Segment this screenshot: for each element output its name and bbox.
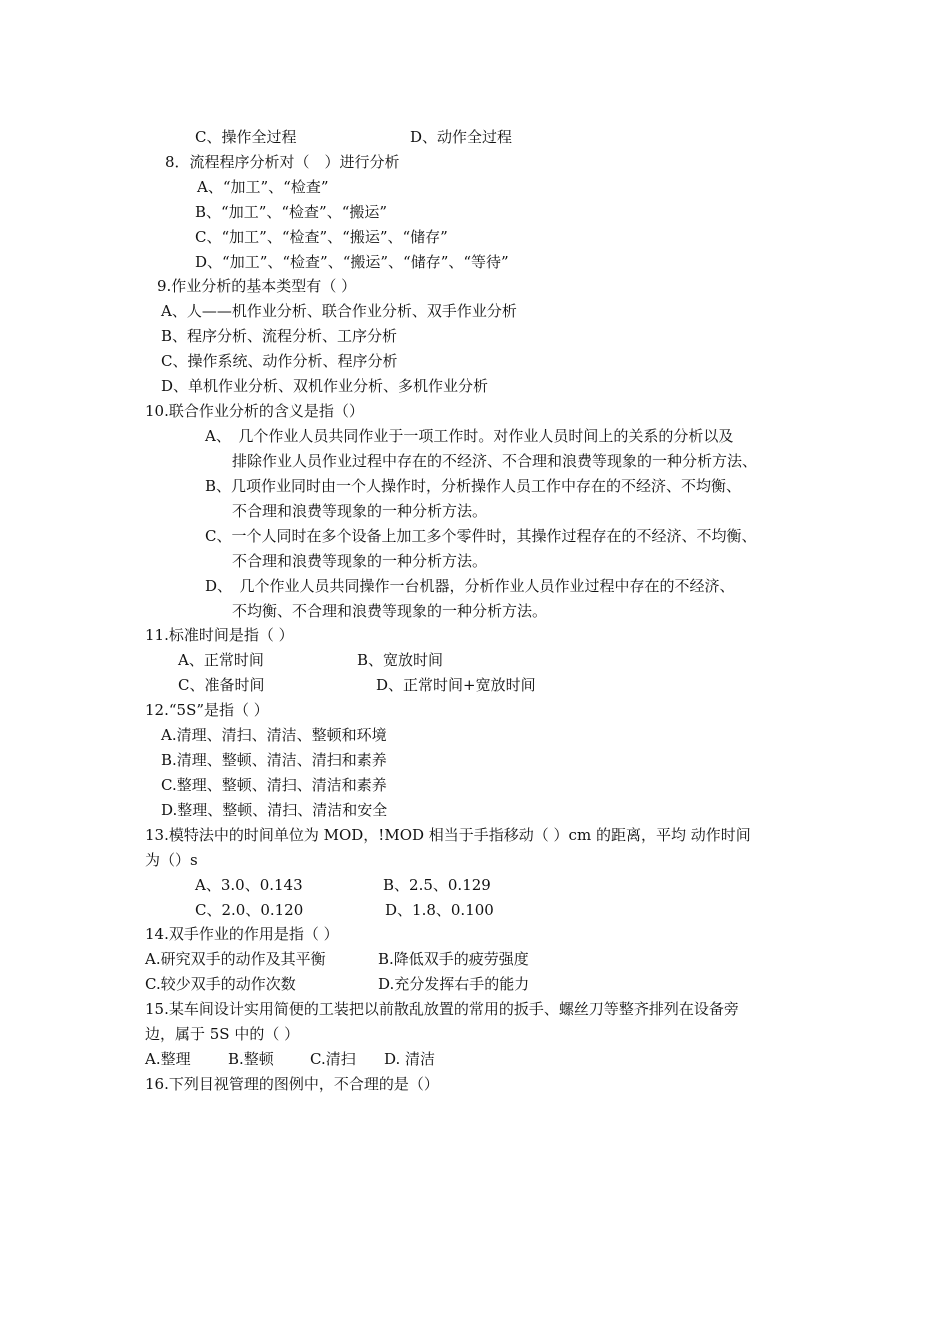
text-line: 不合理和浪费等现象的一种分析方法。 — [232, 552, 488, 570]
text-line: C、操作全过程 — [195, 128, 297, 146]
text-line: 11.标准时间是指（ ） — [145, 626, 294, 644]
text-line: C.整理、整顿、清扫、清洁和素养 — [161, 776, 387, 794]
text-line: 15.某车间设计实用简便的工装把以前散乱放置的常用的扳手、螺丝刀等整齐排列在设备旁 — [145, 1000, 739, 1018]
text-line: 13.模特法中的时间单位为 MOD，!MOD 相当于手指移动（ ）cm 的距离，平均 动作时间 — [145, 826, 751, 844]
text-line: A.清理、清扫、清洁、整顿和环境 — [161, 726, 387, 744]
text-line: D.充分发挥右手的能力 — [378, 975, 530, 993]
text-line: D、“加工”、“检查”、“搬运”、“储存”、“等待” — [195, 253, 509, 271]
text-line: 不均衡、不合理和浪费等现象的一种分析方法。 — [232, 602, 548, 620]
text-line: D、单机作业分析、双机作业分析、多机作业分析 — [161, 377, 489, 395]
text-line: 边，属于 5S 中的（ ） — [145, 1025, 300, 1043]
text-line: A、3.0、0.143 — [195, 876, 303, 894]
text-line: 不合理和浪费等现象的一种分析方法。 — [232, 502, 488, 520]
text-line: 8．流程程序分析对（ ）进行分析 — [165, 153, 400, 171]
text-line: A、“加工”、“检查” — [197, 178, 329, 196]
text-line: D、 几个作业人员共同操作一台机器，分析作业人员作业过程中存在的不经济、 — [205, 577, 735, 595]
text-line: C.较少双手的动作次数 — [145, 975, 296, 993]
text-line: B、2.5、0.129 — [383, 876, 491, 894]
text-line: 10.联合作业分析的含义是指（） — [145, 402, 364, 420]
text-line: A.整理 — [145, 1050, 191, 1068]
text-line: C、2.0、0.120 — [195, 901, 304, 919]
text-line: B、几项作业同时由一个人操作时，分析操作人员工作中存在的不经济、不均衡、 — [205, 477, 742, 495]
text-line: C、准备时间 — [178, 676, 265, 694]
text-line: A、正常时间 — [178, 651, 264, 669]
text-line: A.研究双手的动作及其平衡 — [145, 950, 326, 968]
text-line: D、正常时间+宽放时间 — [376, 676, 536, 694]
text-line: 9.作业分析的基本类型有（ ） — [157, 277, 357, 295]
text-line: B、宽放时间 — [357, 651, 444, 669]
text-line: 14.双手作业的作用是指（ ） — [145, 925, 339, 943]
text-line: D.整理、整顿、清扫、清洁和安全 — [161, 801, 388, 819]
text-line: 12.“5S”是指（ ） — [145, 701, 269, 719]
text-line: D. 清洁 — [384, 1050, 436, 1068]
text-line: B.清理、整顿、清洁、清扫和素养 — [161, 751, 387, 769]
text-line: 排除作业人员作业过程中存在的不经济、不合理和浪费等现象的一种分析方法、 — [232, 452, 758, 470]
text-line: B、程序分析、流程分析、工序分析 — [161, 327, 398, 345]
text-line: 为（）s — [145, 851, 198, 869]
text-line: C、操作系统、动作分析、程序分析 — [161, 352, 398, 370]
text-line: B.整顿 — [228, 1050, 274, 1068]
text-line: D、1.8、0.100 — [385, 901, 494, 919]
text-line: A、 几个作业人员共同作业于一项工作时。对作业人员时间上的关系的分析以及 — [205, 427, 734, 445]
text-line: B、“加工”、“检查”、“搬运” — [195, 203, 388, 221]
text-line: C、一个人同时在多个设备上加工多个零件时，其操作过程存在的不经济、不均衡、 — [205, 527, 757, 545]
text-line: C、“加工”、“检查”、“搬运”、“储存” — [195, 228, 448, 246]
text-line: 16.下列目视管理的图例中，不合理的是（） — [145, 1075, 439, 1093]
text-line: D、动作全过程 — [410, 128, 513, 146]
text-line: C.清扫 — [310, 1050, 356, 1068]
text-line: A、人——机作业分析、联合作业分析、双手作业分析 — [161, 302, 517, 320]
text-line: B.降低双手的疲劳强度 — [378, 950, 529, 968]
